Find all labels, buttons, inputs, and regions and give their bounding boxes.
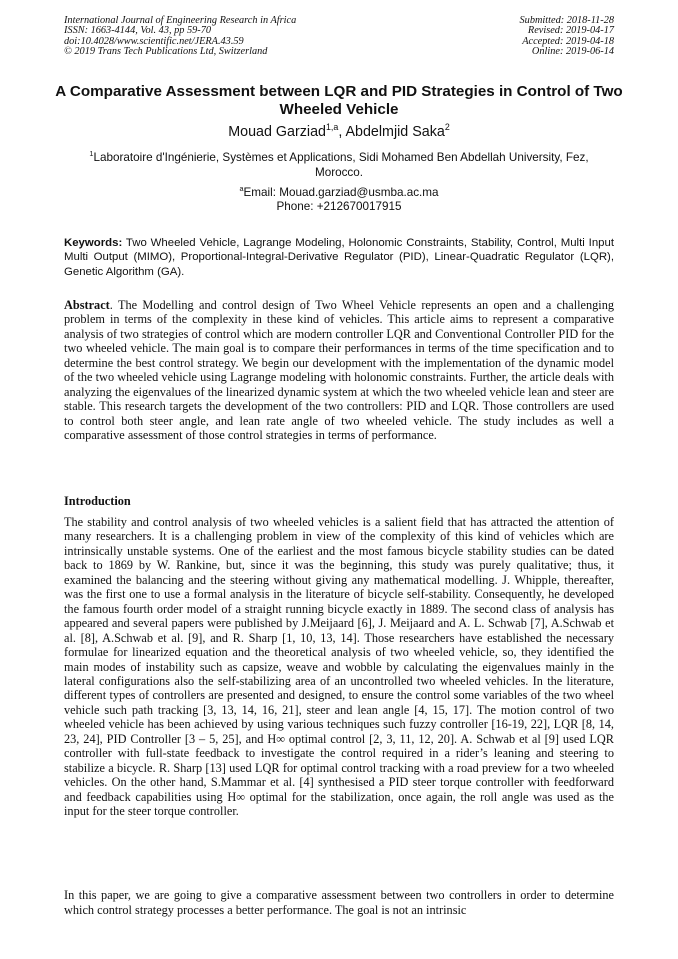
date-revised: Revised: 2019-04-17	[527, 25, 614, 37]
abstract-label: Abstract	[64, 298, 110, 312]
journal-name: International Journal of Engineering Research in Africa	[64, 15, 297, 26]
introduction-body-continued	[64, 876, 614, 930]
date-online: Online: 2019-06-14	[531, 46, 614, 58]
author-affiliation-mark: 2	[444, 122, 450, 133]
introduction-body	[64, 515, 614, 819]
affiliation-mark: 1	[89, 149, 94, 159]
journal-header-right	[520, 16, 614, 58]
paragraph: The stability and control analysis of two wheeled vehicles is a salient field that has attracted the attention of many researchers. It is a challenging problem in view of the complexity of this kind of vehicles which are intrinsically unstable systems. One of the earliest and the most famous bicycle stability studies can be dated back to 1869 by W. Rankine, but, since it was the beginning, this study was purely qualitative; thus, it examined the balancing and the steering without giving any mathematical modelling. J. Whipple, thereafter, was the first one to use a formal analysis in the literature of bicycle self-stability. Consequently, he developed the famous fourth order model of a straight running bicycle exactly in 1889. The second class of analysis has appeared and several papers were published by J.Meijaard [6], J. Meijaard and A. L. Schwab [7], A.Schwab et al. [8], A.Schwab et al. [9], and R. Sharp [1, 10, 13, 14]. Those researchers have established the necessary formulae for linearized equation and the theoretical analysis of two wheeled vehicle, so, they identified the main modes of instability such as capsize, weave and wobble by calculating the eigenvalues mainly in the lateral configurations also the self-stabilizing area of an uncontrolled two wheeled vehicles. In the literature, different types of controllers are presented and designed, to ensure the control some variables of the two wheel vehicle such path tracking [3, 13, 14, 16, 21], steer and lean angle [4, 15, 17]. The motion control of two wheeled vehicle has been achieved by using various techniques such fuzzy controller [16-19, 22], LQR [8, 14, 23, 24], PID Controller [3 – 5, 25], and H∞ optimal control [2, 3, 11, 12, 20]. A. Schwab et al [9] used LQR controller with full-state feedback to investigate the control required in a rider’s leaning and steering to stabilize a bicycle. R. Sharp [13] used LQR for optimal control tracking with a road preview for a two wheeled vehicles. On the other hand, S.Mammar et al. [4] synthesised a PID steer torque controller with feedforward and feedback capabilities using H∞ optimal for the stabilization, once again, the roll angle was used as the input for the steer torque controller.	[64, 515, 614, 819]
paper-title: A Comparative Assessment between LQR and PID Strategies in Control of Two Wheeled Vehicle	[55, 83, 623, 118]
abstract	[64, 298, 614, 443]
author-line	[40, 123, 638, 141]
author-separator: ,	[338, 124, 346, 140]
author-phone: Phone: +212670017915	[276, 199, 402, 213]
author-email: Email: Mouad.garziad@usmba.ac.ma	[243, 186, 439, 199]
keywords-text: Two Wheeled Vehicle, Lagrange Modeling, Holonomic Constraints, Stability, Control, Multi Input Multi Output (MIMO), Proportional-Integral-Derivative Regulator (PID), Linear-Quadratic Regulator (LQR), Genetic Algorithm (GA).	[64, 237, 614, 278]
author-affiliation-mark: 1,a	[325, 122, 339, 133]
date-accepted: Accepted: 2019-04-18	[522, 35, 614, 47]
section-heading-introduction: Introduction	[64, 494, 131, 508]
keywords-label: Keywords:	[64, 237, 123, 249]
date-submitted: Submitted: 2018-11-28	[519, 15, 614, 26]
journal-header-left	[64, 16, 296, 58]
affiliation-text: Laboratoire d'Ingénierie, Systèmes et Applications, Sidi Mohamed Ben Abdellah University, Fez, Morocco.	[93, 151, 589, 179]
abstract-text: . The Modelling and control design of Two Wheel Vehicle represents an open and a challenging problem in terms of the complexity in these kind of vehicles. This article aims to represent a comparative analysis of two strategies of control which are modern controller LQR and Conventional Controller PID for the two wheeled vehicle. The main goal is to compare their performances in terms of the time specification and to determine the best control strategy. We begin our development with the implementation of the dynamic model of the two wheeled vehicle using Lagrange modeling with holonomic constraints. Further, the article deals with analyzing the eigenvalues of the linearized dynamic system at which the two wheeled vehicle lean and steer are stable. This research targets the development of the two controllers: PID and LQR. Those controllers are used to control both steer angle, and lean rate angle of two wheeled vehicle. The study includes as well a comparative assessment of those control strategies in terms of performance.	[64, 298, 614, 443]
paragraph: In this paper, we are going to give a comparative assessment between two controllers in order to determine which control strategy processes a better performance. The goal is not an intrinsic	[64, 888, 614, 917]
journal-issn: ISSN: 1663-4144, Vol. 43, pp 59-70	[64, 25, 212, 37]
keywords	[64, 236, 614, 279]
journal-copyright: © 2019 Trans Tech Publications Ltd, Switzerland	[64, 46, 268, 58]
email-mark: a	[239, 184, 244, 194]
journal-doi: doi:10.4028/www.scientific.net/JERA.43.59	[64, 35, 244, 47]
author-name: Abdelmjid Saka	[345, 124, 445, 140]
contact-info	[64, 186, 614, 213]
affiliation	[64, 150, 614, 180]
author-name: Mouad Garziad	[228, 124, 326, 140]
